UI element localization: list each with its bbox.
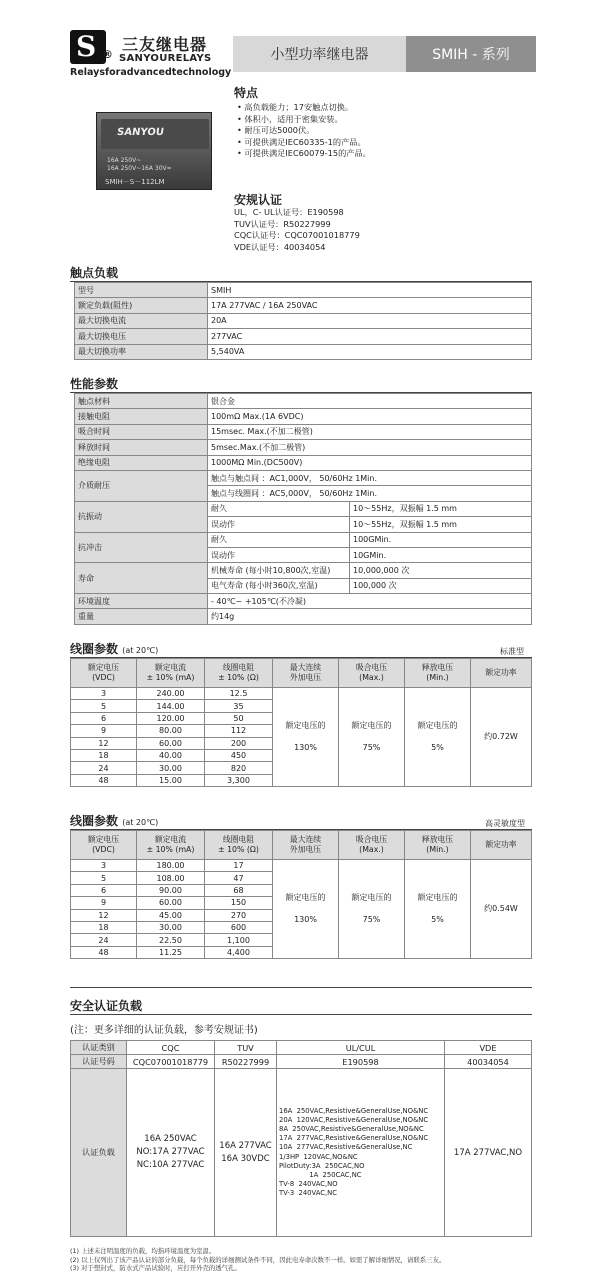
table-row: [75, 470, 532, 485]
table-cell: 100GMin.: [350, 532, 532, 547]
divider: [70, 987, 532, 988]
table-cell: SMIH: [208, 283, 532, 298]
table-cell: 最大切换功率: [75, 344, 208, 359]
feature-item: • 体积小，适用于密集安装。: [237, 113, 343, 124]
table-row: [75, 594, 532, 609]
feature-item: • 可提供满足IEC60335-1的产品。: [237, 136, 366, 147]
table-cell: 最大连续 外加电压: [273, 659, 339, 688]
table-cell: 介质耐压: [75, 470, 208, 501]
footnote: (2) 以上仅列出了该产品认证的部分负载，每个负载的详细测试条件不同，因此电寿命次数不一样。如需了解详细情况，请联系三友。: [70, 1255, 446, 1264]
table-row: [75, 283, 532, 298]
coil1-table: [70, 658, 532, 787]
table-cell: 额定负载(阻性): [75, 298, 208, 313]
table-cell: 认证负载: [71, 1069, 127, 1237]
table-cell: 16A 250VAC,Resistive&GeneralUse,NO&NC 20A 120VAC,Resistive&GeneralUse,NO&NC 8A 250VAC,Resistive&GeneralUse,NO&NC 17A 277VAC,Resistive&GeneralUse,NO&NC 10A 277VAC,Resistive&GeneralUse,NC 1/3HP 120VAC,NO&NC PilotDuty:3A 250CAC,NO 1A 250CAC,NC TV-8 240VAC,NO TV-3 240VAC,NC: [277, 1069, 445, 1237]
table-cell: 180.00: [137, 860, 205, 872]
features-list: [237, 102, 371, 160]
table-cell: 重量: [75, 609, 208, 624]
table-cell: 最大切换电流: [75, 313, 208, 328]
relay-rating-text: 16A 250V~ 16A 250V~16A 30V=: [107, 157, 172, 172]
table-cell: 额定功率: [471, 659, 532, 688]
safety-item: TUV认证号：R50227999: [234, 218, 331, 229]
relay-photo: [96, 112, 212, 190]
table-cell: 20A: [208, 313, 532, 328]
table-cell: E190598: [277, 1055, 445, 1069]
table-header-row: [71, 1041, 532, 1055]
table-cell: 270: [205, 909, 273, 921]
table-cell: 40034054: [445, 1055, 532, 1069]
table-cell: 10～55Hz，双振幅 1.5 mm: [350, 501, 532, 516]
table-cell: 释放电压 (Min.): [405, 659, 471, 688]
table-cell: 额定电压的 130%: [273, 860, 339, 959]
table-cell: 9: [71, 897, 137, 909]
contact-title: 触点负载: [70, 266, 119, 280]
table-cell: 3: [71, 688, 137, 700]
table-cell: 1,100: [205, 934, 273, 946]
table-cell: 47: [205, 872, 273, 884]
table-cell: 1000MΩ Min.(DC500V): [208, 455, 532, 470]
table-cell: 45.00: [137, 909, 205, 921]
table-cell: 80.00: [137, 725, 205, 737]
table-cell: 5msec.Max.(不加二极管): [208, 440, 532, 455]
table-row: [75, 455, 532, 470]
table-cell: 吸合电压 (Max.): [339, 659, 405, 688]
table-cell: 环境温度: [75, 594, 208, 609]
table-cell: 68: [205, 884, 273, 896]
table-row: [75, 440, 532, 455]
table-cell: 线圈电阻 ± 10% (Ω): [205, 659, 273, 688]
table-cell: 额定电压 (VDC): [71, 831, 137, 860]
table-row: [75, 424, 532, 439]
table-cell: 30.00: [137, 921, 205, 933]
cert-table: [70, 1040, 532, 1237]
coil1-title: 线圈参数 (at 20℃): [70, 642, 159, 656]
table-cell: R50227999: [215, 1055, 277, 1069]
table-cell: 线圈电阻 ± 10% (Ω): [205, 831, 273, 860]
table-cell: 电气寿命 (每小时360次,室温): [208, 578, 350, 593]
table-cell: 额定电压的 75%: [339, 860, 405, 959]
cert-note: (注：更多详细的认证负载，参考安规证书): [70, 1025, 258, 1036]
table-cell: 12: [71, 909, 137, 921]
table-cell: CQC: [127, 1041, 215, 1055]
feature-item: • 可提供满足IEC60079-15的产品。: [237, 148, 371, 159]
table-cell: 277VAC: [208, 329, 532, 344]
perf-title: 性能参数: [70, 377, 119, 391]
table-cell: 3: [71, 860, 137, 872]
table-cell: 额定电流 ± 10% (mA): [137, 831, 205, 860]
table-cell: 最大切换电压: [75, 329, 208, 344]
table-cell: 15.00: [137, 774, 205, 786]
table-cell: 释放电压 (Min.): [405, 831, 471, 860]
safety-list: [234, 207, 360, 253]
brand-name-en: SANYOURELAYS: [119, 53, 212, 64]
table-cell: 6: [71, 712, 137, 724]
table-cell: UL/CUL: [277, 1041, 445, 1055]
table-cell: 18: [71, 921, 137, 933]
table-row: [75, 532, 532, 547]
table-cell: 16A 250VAC NO:17A 277VAC NC:10A 277VAC: [127, 1069, 215, 1237]
footnote: (1) 上述未注明温度的负载，均指环境温度为室温。: [70, 1247, 216, 1255]
table-cell: 额定电压的 5%: [405, 860, 471, 959]
table-row: [75, 501, 532, 516]
table-cell: 6: [71, 884, 137, 896]
table-header-row: [71, 659, 532, 688]
relay-model-text: SMIH－S－112LM: [105, 178, 165, 186]
table-row: [71, 1055, 532, 1069]
relay-brand-text: SANYOU: [116, 127, 165, 138]
table-cell: 17A 277VAC,NO: [445, 1069, 532, 1237]
table-cell: 4,400: [205, 946, 273, 958]
table-cell: 约14g: [208, 609, 532, 624]
table-row: [75, 409, 532, 424]
table-row: [75, 344, 532, 359]
safety-title: 安规认证: [234, 193, 283, 207]
table-cell: 耐久: [208, 532, 350, 547]
table-cell: 12.5: [205, 688, 273, 700]
table-cell: 144.00: [137, 700, 205, 712]
table-cell: 15msec. Max.(不加二极管): [208, 424, 532, 439]
table-cell: 10GMin.: [350, 547, 532, 562]
table-cell: 额定电压 (VDC): [71, 659, 137, 688]
category-band: 小型功率继电器: [233, 36, 406, 72]
brand-name-cn: 三友继电器: [122, 35, 208, 54]
table-cell: 认证号码: [71, 1055, 127, 1069]
table-cell: 误动作: [208, 517, 350, 532]
table-cell: 240.00: [137, 688, 205, 700]
table-cell: 24: [71, 934, 137, 946]
safety-item: VDE认证号：40034054: [234, 241, 326, 252]
table-cell: 150: [205, 897, 273, 909]
table-cell: 触点与线圈间 ：AC5,000V， 50/60Hz 1Min.: [208, 486, 532, 501]
table-cell: 5: [71, 872, 137, 884]
table-cell: 额定电压的 75%: [339, 688, 405, 787]
table-cell: 抗振动: [75, 501, 208, 532]
table-cell: 17A 277VAC / 16A 250VAC: [208, 298, 532, 313]
table-row: [71, 860, 532, 872]
logo-letter: S: [76, 30, 97, 63]
registered-mark: ®: [102, 48, 113, 61]
table-cell: 60.00: [137, 897, 205, 909]
series-band: SMIH - 系列: [406, 36, 536, 72]
table-cell: 5: [71, 700, 137, 712]
table-cell: - 40℃~ +105℃(不冷凝): [208, 594, 532, 609]
table-cell: 22.50: [137, 934, 205, 946]
safety-item: CQC认证号：CQC07001018779: [234, 230, 360, 241]
table-cell: 误动作: [208, 547, 350, 562]
coil2-type: 高灵敏度型: [485, 819, 525, 828]
table-cell: 200: [205, 737, 273, 749]
table-cell: 11.25: [137, 946, 205, 958]
table-cell: 认证类别: [71, 1041, 127, 1055]
table-cell: 12: [71, 737, 137, 749]
table-cell: 机械寿命 (每小时10,800次,室温): [208, 563, 350, 578]
table-row: [75, 313, 532, 328]
table-cell: 9: [71, 725, 137, 737]
table-cell: 3,300: [205, 774, 273, 786]
table-cell: CQC07001018779: [127, 1055, 215, 1069]
table-cell: 额定功率: [471, 831, 532, 860]
divider: [70, 1014, 532, 1015]
table-cell: 108.00: [137, 872, 205, 884]
table-cell: 银合金: [208, 394, 532, 409]
table-cell: 30.00: [137, 762, 205, 774]
table-cell: 额定电压的 130%: [273, 688, 339, 787]
perf-table: [74, 393, 532, 625]
table-cell: 90.00: [137, 884, 205, 896]
table-cell: 最大连续 外加电压: [273, 831, 339, 860]
table-cell: 112: [205, 725, 273, 737]
table-cell: 接触电阻: [75, 409, 208, 424]
table-cell: 10,000,000 次: [350, 563, 532, 578]
table-cell: 吸合时间: [75, 424, 208, 439]
footnotes: [70, 1247, 445, 1273]
table-row: [75, 609, 532, 624]
table-cell: 48: [71, 946, 137, 958]
table-row: [75, 394, 532, 409]
table-cell: 10～55Hz，双振幅 1.5 mm: [350, 517, 532, 532]
table-cell: 600: [205, 921, 273, 933]
features-title: 特点: [234, 86, 259, 100]
table-row: [75, 329, 532, 344]
table-cell: 35: [205, 700, 273, 712]
contact-table: [74, 282, 532, 360]
table-cell: 耐久: [208, 501, 350, 516]
table-header-row: [71, 831, 532, 860]
feature-item: • 耐压可达5000伏。: [237, 125, 315, 136]
table-cell: 触点材料: [75, 394, 208, 409]
table-cell: 触点与触点间 ：AC1,000V， 50/60Hz 1Min.: [208, 470, 532, 485]
table-cell: 额定电流 ± 10% (mA): [137, 659, 205, 688]
table-cell: 18: [71, 749, 137, 761]
table-cell: 抗冲击: [75, 532, 208, 563]
table-cell: VDE: [445, 1041, 532, 1055]
table-cell: 约0.54W: [471, 860, 532, 959]
table-cell: 50: [205, 712, 273, 724]
table-cell: 5,540VA: [208, 344, 532, 359]
table-cell: 120.00: [137, 712, 205, 724]
coil1-type: 标准型: [500, 647, 524, 656]
coil2-table: [70, 830, 532, 959]
table-cell: 绝缘电阻: [75, 455, 208, 470]
safety-item: UL，C- UL认证号：E190598: [234, 207, 344, 217]
table-row: [71, 1069, 532, 1237]
table-cell: 820: [205, 762, 273, 774]
table-cell: 60.00: [137, 737, 205, 749]
table-cell: 寿命: [75, 563, 208, 594]
table-cell: 48: [71, 774, 137, 786]
company-logo: [70, 30, 106, 64]
footnote: (3) 对于塑封式，防水式产品试验时，应打开外壳的透气孔。: [70, 1264, 241, 1273]
feature-item: • 高负载能力；17安触点切换。: [237, 102, 354, 112]
table-cell: 约0.72W: [471, 688, 532, 787]
brand-tagline: Relaysforadvancedtechnology: [70, 67, 232, 78]
table-cell: 450: [205, 749, 273, 761]
table-cell: 16A 277VAC 16A 30VDC: [215, 1069, 277, 1237]
cert-title: 安全认证负载: [70, 999, 143, 1013]
table-row: [75, 563, 532, 578]
table-cell: 吸合电压 (Max.): [339, 831, 405, 860]
coil2-title: 线圈参数 (at 20℃): [70, 814, 159, 828]
table-cell: TUV: [215, 1041, 277, 1055]
table-cell: 释放时间: [75, 440, 208, 455]
table-row: [71, 688, 532, 700]
table-cell: 40.00: [137, 749, 205, 761]
table-cell: 100,000 次: [350, 578, 532, 593]
table-cell: 100mΩ Max.(1A 6VDC): [208, 409, 532, 424]
table-cell: 24: [71, 762, 137, 774]
table-row: [75, 298, 532, 313]
table-cell: 额定电压的 5%: [405, 688, 471, 787]
table-cell: 17: [205, 860, 273, 872]
table-cell: 型号: [75, 283, 208, 298]
